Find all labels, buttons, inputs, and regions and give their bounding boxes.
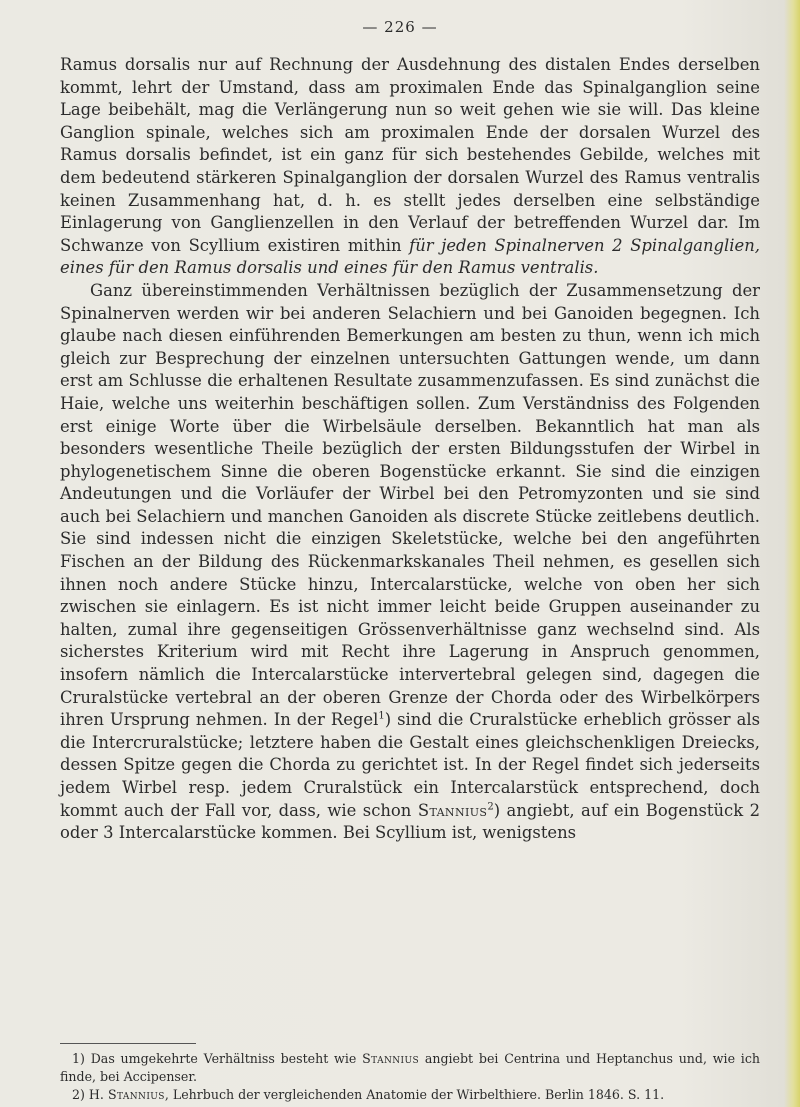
italic-conclusion: für jeden Spinalnerven 2 Spinalganglien, eines für den Ramus dorsalis und eines für den Ramus ventralis. xyxy=(60,235,760,278)
footnote-2-author: Stannius xyxy=(107,1087,165,1102)
paragraph-1 xyxy=(60,54,760,280)
paragraph-2-text-a: Ganz übereinstimmenden Verhältnissen bezüglich der Zusammensetzung der Spinalnerven werden wir bei anderen Selachiern und bei Ganoiden begegnen. Ich glaube nach diesen einführenden Bemerkungen am besten zu thun, wenn ich mich gleich zur Besprechung der einzelnen untersuchten Gattungen wende, um dann erst am Schlusse die erhaltenen Resultate zusammenzufassen. Es sind zunächst die Haie, welche uns weiterhin beschäftigen sollen. Zum Verständniss des Folgenden erst einige Worte über die Wirbelsäule derselben. Bekanntlich hat man als besonders wesentliche Theile bezüglich der ersten Bildungsstufen der Wirbel in phylogenetischem Sinne die oberen Bogenstücke erkannt. Sie sind die einzigen Andeutungen und die Vorläufer der Wirbel bei den Petromyzonten und sie sind auch bei Selachiern und manchen Ganoiden als discrete Stücke zeitlebens deutlich. Sie sind indessen nicht die einzigen Skeletstücke, welche bei den angeführten Fischen an der Bildung des Rückenmarkskanales Theil nehmen, es gesellen sich ihnen noch andere Stücke hinzu, Intercalarstücke, welche von oben her sich zwischen sie einlagern. Es ist nicht immer leicht beide Gruppen auseinander zu halten, zumal ihre gegenseitigen Grössenverhältnisse ganz wechselnd sind. Als sicherstes Kriterium wird mit Recht ihre Lagerung in Anspruch genommen, insofern nämlich die Intercalarstücke intervertebral gelegen sind, dagegen die Cruralstücke vertebral an der oberen Grenze der Chorda oder des Wirbelkörpers ihren Ursprung nehmen. In der Regel xyxy=(60,280,760,730)
footnote-2 xyxy=(60,1086,760,1104)
footnote-1-text-a: 1) Das umgekehrte Verhältniss besteht wie xyxy=(72,1051,357,1066)
footnote-2-text-a: 2) H. xyxy=(72,1087,104,1102)
paragraph-2-text-c: ) angiebt, auf ein Bogenstück 2 oder 3 Intercalarstücke kommen. Bei Scyllium ist, wenigstens xyxy=(60,800,761,843)
footnotes xyxy=(60,1050,760,1104)
body-text xyxy=(60,54,760,845)
footnote-1-author: Stannius xyxy=(362,1051,420,1066)
page-number: — 226 — xyxy=(362,18,438,36)
footnote-divider xyxy=(60,1043,196,1044)
paragraph-2-text-b: ) sind die Cruralstücke erheblich grösser als die Intercruralstücke; letztere haben die Gestalt eines gleichschenkligen Dreiecks, dessen Spitze gegen die Chorda zu gerichtet ist. In der Regel findet sich jederseits jedem Wirbel resp. jedem Cruralstück ein Intercalarstück entsprechend, doch kommt auch der Fall vor, dass, wie schon xyxy=(60,710,760,820)
page-edge xyxy=(784,0,800,1107)
footnote-ref-1[interactable]: 1 xyxy=(378,710,385,722)
footnote-1-text-b: angiebt bei Centrina und Heptanchus und, wie ich finde, bei Accipenser. xyxy=(60,1051,761,1084)
paragraph-2 xyxy=(60,280,760,845)
paragraph-1-text: Ramus dorsalis nur auf Rechnung der Ausdehnung des distalen Endes derselben kommt, lehrt der Umstand, dass am proximalen Ende das Spinalganglion seine Lage beibehält, mag die Verlängerung nun so weit gehen wie sie will. Das kleine Ganglion spinale, welches sich am proximalen Ende der dorsalen Wurzel des Ramus dorsalis befindet, ist ein ganz für sich bestehendes Gebilde, welches mit dem bedeutend stärkeren Spinalganglion der dorsalen Wurzel des Ramus ventralis keinen Zusammenhang hat, d. h. es stellt jedes derselben eine selbständige Einlagerung von Ganglienzellen in den Verlauf der betreffenden Wurzel dar. Im Schwanze von Scyllium existiren mithin xyxy=(60,55,760,255)
footnote-1 xyxy=(60,1050,760,1086)
author-name: Stannius xyxy=(417,800,488,820)
footnote-2-text-b: , Lehrbuch der vergleichenden Anatomie der Wirbelthiere. Berlin 1846. S. 11. xyxy=(164,1087,665,1102)
footnote-ref-2[interactable]: 2 xyxy=(487,801,494,813)
